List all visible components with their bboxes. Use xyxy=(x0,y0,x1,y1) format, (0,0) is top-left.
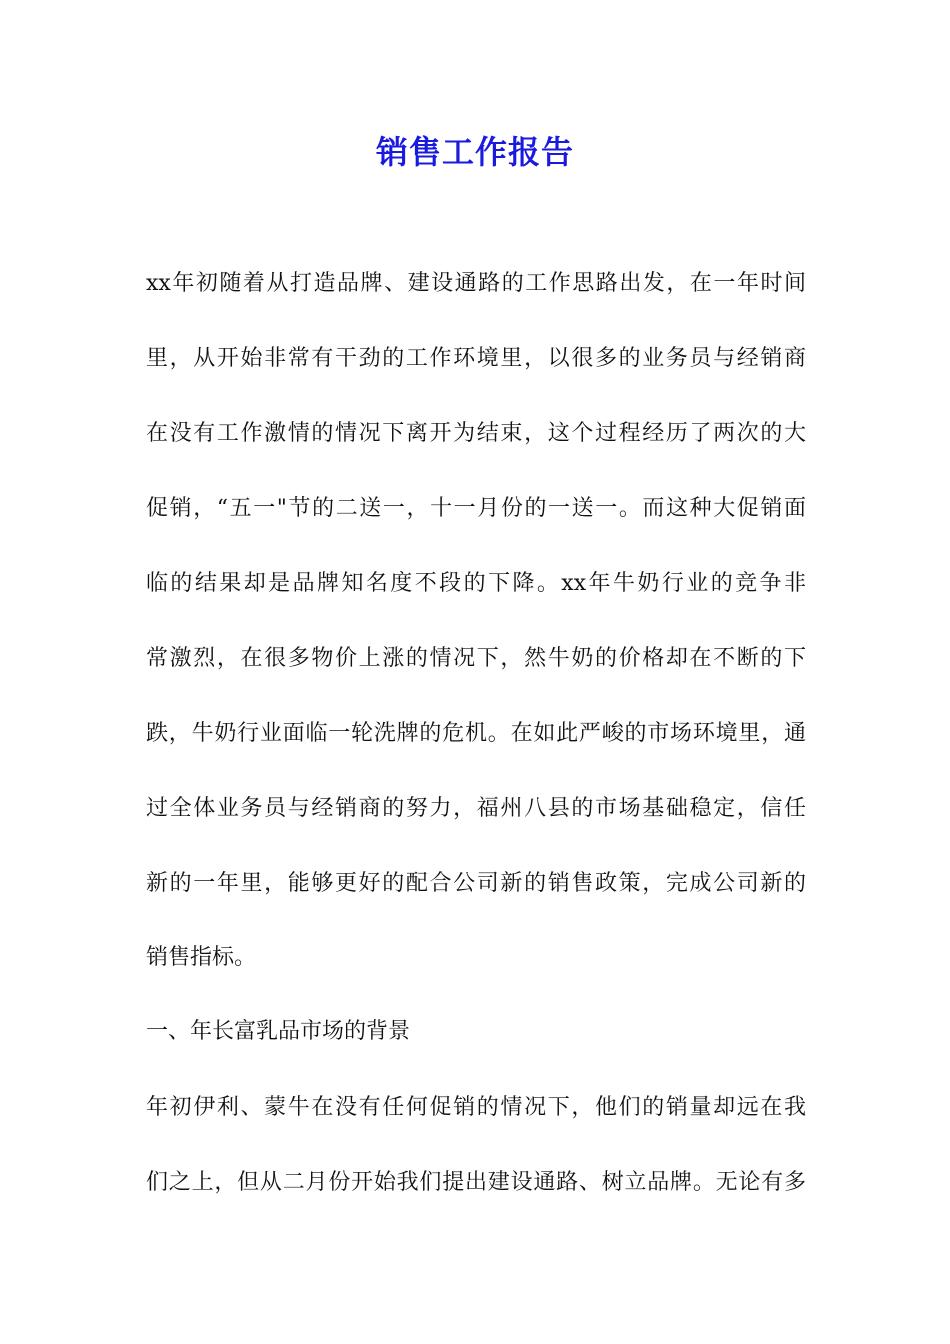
paragraph-1-line-3: 在没有工作激情的情况下离开为结束，这个过程经历了两次的大 xyxy=(146,421,806,446)
paragraph-2-line-1: 年初伊利、蒙牛在没有任何促销的情况下，他们的销量却远在我 xyxy=(146,1095,806,1120)
paragraph-1-line-5: 临的结果却是品牌知名度不段的下降。xx年牛奶行业的竞争非 xyxy=(146,571,806,596)
paragraph-1-line-8: 过全体业务员与经销商的努力，福州八县的市场基础稳定，信任 xyxy=(146,796,806,821)
paragraph-2-line-2: 们之上，但从二月份开始我们提出建设通路、树立品牌。无论有多 xyxy=(146,1170,806,1195)
paragraph-1-line-10: 销售指标。 xyxy=(146,945,257,970)
section-heading: 一、年长富乳品市场的背景 xyxy=(146,1019,411,1044)
paragraph-1-line-9: 新的一年里，能够更好的配合公司新的销售政策，完成公司新的 xyxy=(146,871,806,896)
paragraph-1-line-2: 里，从开始非常有干劲的工作环境里，以很多的业务员与经销商 xyxy=(146,346,806,371)
paragraph-1-line-6: 常激烈，在很多物价上涨的情况下，然牛奶的价格却在不断的下 xyxy=(146,646,806,671)
paragraph-1-line-4: 促销，“五一"节的二送一，十一月份的一送一。而这种大促销面 xyxy=(146,496,806,521)
paragraph-1-line-7: 跌，牛奶行业面临一轮洗牌的危机。在如此严峻的市场环境里，通 xyxy=(146,721,806,746)
document-title: 销售工作报告 xyxy=(375,133,574,171)
paragraph-1-line-1: xx年初随着从打造品牌、建设通路的工作思路出发，在一年时间 xyxy=(146,271,806,296)
